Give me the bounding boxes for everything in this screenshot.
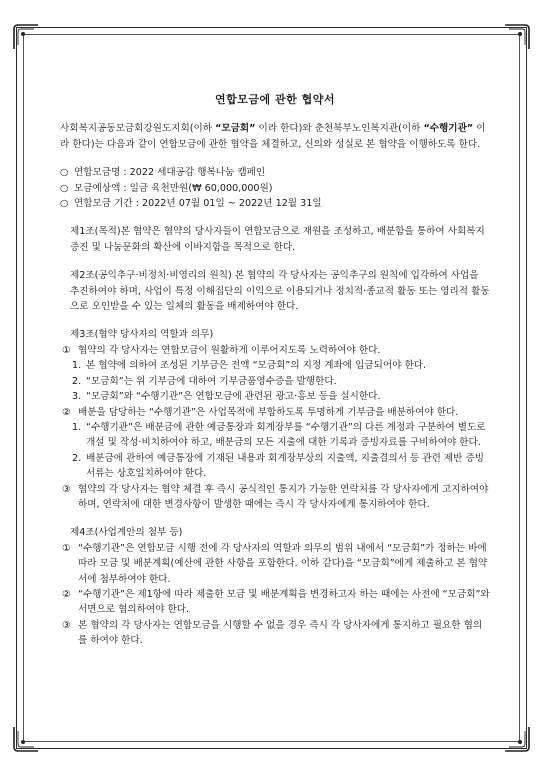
clause-text: 본 협약의 각 당사자는 연합모금을 시행할 수 없을 경우 즉시 각 당사자에게 통지하고 필요한 협의를 하여야 한다. — [78, 619, 483, 647]
sub-item — [60, 389, 490, 404]
article-2: 제2조(공익추구·비정치·비영리의 원칙) 본 협약의 각 당사자는 공익추구의 원칙에 입각하여 사업을 추진하여야 하며, 사업이 특정 이해집단의 이익으로 이용되거나 정치적·종교적 활동 또는 영리적 활동으로 오인받을 수 있는 일체의 활동을 배제하여야 한다. — [70, 270, 490, 313]
sub-item-number: 3. — [72, 391, 82, 403]
overview-text: 연합모금 기간 : 2022년 07월 01일 ~ 2022년 12월 31일 — [74, 198, 322, 210]
corner-ornament-top-right — [503, 23, 531, 51]
article-4-heading: 제4조(사업계안의 첨부 등) — [70, 527, 183, 539]
intro-text: 이라 한다)는 다음과 같이 연합모금에 관한 협약을 체결하고, 신의와 성실로 본 협약을 이행하도록 한다. — [60, 123, 486, 150]
intro-party-2: “수행기관” — [423, 123, 474, 135]
sub-item — [60, 374, 490, 389]
circle-bullet-icon: ○ — [60, 182, 69, 194]
overview-item — [60, 165, 490, 180]
corner-ornament-bottom-right — [503, 725, 531, 753]
clause-text: 배분을 담당하는 “수행기관”은 사업목적에 부합하도록 투명하게 기부금을 배분하여야 한다. — [78, 406, 459, 418]
overview-text: 모금예상액 : 일금 육천만원(₩ 60,000,000원) — [74, 182, 273, 194]
clause-number: ② — [62, 588, 71, 600]
circle-bullet-icon: ○ — [60, 167, 69, 179]
clause — [60, 482, 490, 513]
sub-item — [60, 358, 490, 373]
clause — [60, 343, 490, 358]
clause-text: 협약의 각 당사자는 연합모금이 원활하게 이루어지도록 노력하여야 한다. — [78, 344, 381, 356]
overview-text: 연합모금명 : 2022 세대공감 행복나눔 캠페인 — [74, 167, 266, 179]
clause-number: ③ — [62, 483, 71, 495]
corner-ornament-top-left — [12, 23, 40, 51]
sub-item-number: 1. — [72, 360, 82, 372]
clause — [60, 618, 490, 649]
sub-item-text: 본 협약에 의하여 조성된 기부금은 전액 “모금회”의 지정 계좌에 입금되어야 한다. — [86, 360, 427, 372]
article-3 — [60, 327, 490, 512]
document-body — [60, 92, 490, 649]
clause-text: “수행기관”은 연합모금 시행 전에 각 당사자의 역할과 의무의 범위 내에서 “모금회”가 정하는 바에 따라 모금 및 배분계획(예산에 관한 사항을 포함한다. 이하 같다)을 “모금회”에게 제출하고 본 협약서에 첨부하여야 한다. — [78, 542, 488, 585]
clause-text: 협약의 각 당사자는 협약 체결 후 즉시 공식적인 통지가 가능한 연락처를 각 당사자에게 고지하여야 하며, 연락처에 대한 변경사항이 발생한 때에는 즉시 각 당사자에게 통지하여야 한다. — [78, 483, 489, 510]
intro-paragraph — [60, 121, 490, 152]
sub-item-text: 배분금에 관하여 예금통장에 기재된 내용과 회계장부상의 지출액, 지출결의서 등 관련 제반 증빙서류는 상호일치하여야 한다. — [86, 452, 485, 480]
clause-number: ① — [62, 344, 71, 356]
clause-number: ② — [62, 406, 71, 418]
intro-text: 이라 한다)와 춘천북부노인복지관(이하 — [255, 123, 424, 135]
article-4 — [60, 525, 490, 648]
overview-item — [60, 181, 490, 196]
circle-bullet-icon: ○ — [60, 198, 69, 210]
sub-item-number: 2. — [72, 375, 82, 387]
sub-item — [60, 451, 490, 482]
sub-item-text: “모금회”와 “수행기관”은 연합모금에 관련된 광고·홍보 등을 실시한다. — [86, 391, 381, 403]
clause — [60, 541, 490, 587]
sub-item-number: 1. — [72, 421, 82, 433]
sub-item-text: “수행기관”은 배분금에 관한 예금통장과 회계장부를 “수행기관”의 다른 계정과 구분하여 별도로 개설 및 작성·비치하여야 하고, 배분금의 모든 지출에 대한 기록과 증빙자료를 구비하여야 한다. — [86, 421, 486, 449]
clause-text: “수행기관”은 제1항에 따라 제출한 모금 및 배분계획을 변경하고자 하는 때에는 사전에 “모금회”와 서면으로 협의하여야 한다. — [78, 588, 490, 616]
overview-list — [60, 165, 490, 211]
overview-item — [60, 196, 490, 211]
article-3-heading: 제3조(협약 당사자의 역할과 의무) — [70, 329, 214, 341]
clause-number: ① — [62, 542, 71, 554]
clause-number: ③ — [62, 619, 71, 631]
article-1: 제1조(목적)본 협약은 협약의 당사자들이 연합모금으로 재원을 조성하고, 배분함을 통하여 사회복지증진 및 나눔문화의 확산에 이바지함을 목적으로 한다. — [70, 226, 485, 253]
sub-item-number: 2. — [72, 452, 82, 464]
clause — [60, 405, 490, 420]
corner-ornament-bottom-left — [12, 725, 40, 753]
clause — [60, 587, 490, 618]
document-title: 연합모금에 관한 협약서 — [215, 93, 335, 106]
sub-item-text: “모금회”는 위 기부금에 대하여 기부금품영수증을 발행한다. — [86, 375, 337, 387]
intro-party-1: “모금회” — [215, 123, 256, 135]
intro-text: 사회복지공동모금회강원도지회(이하 — [60, 123, 216, 135]
sub-item — [60, 420, 490, 451]
